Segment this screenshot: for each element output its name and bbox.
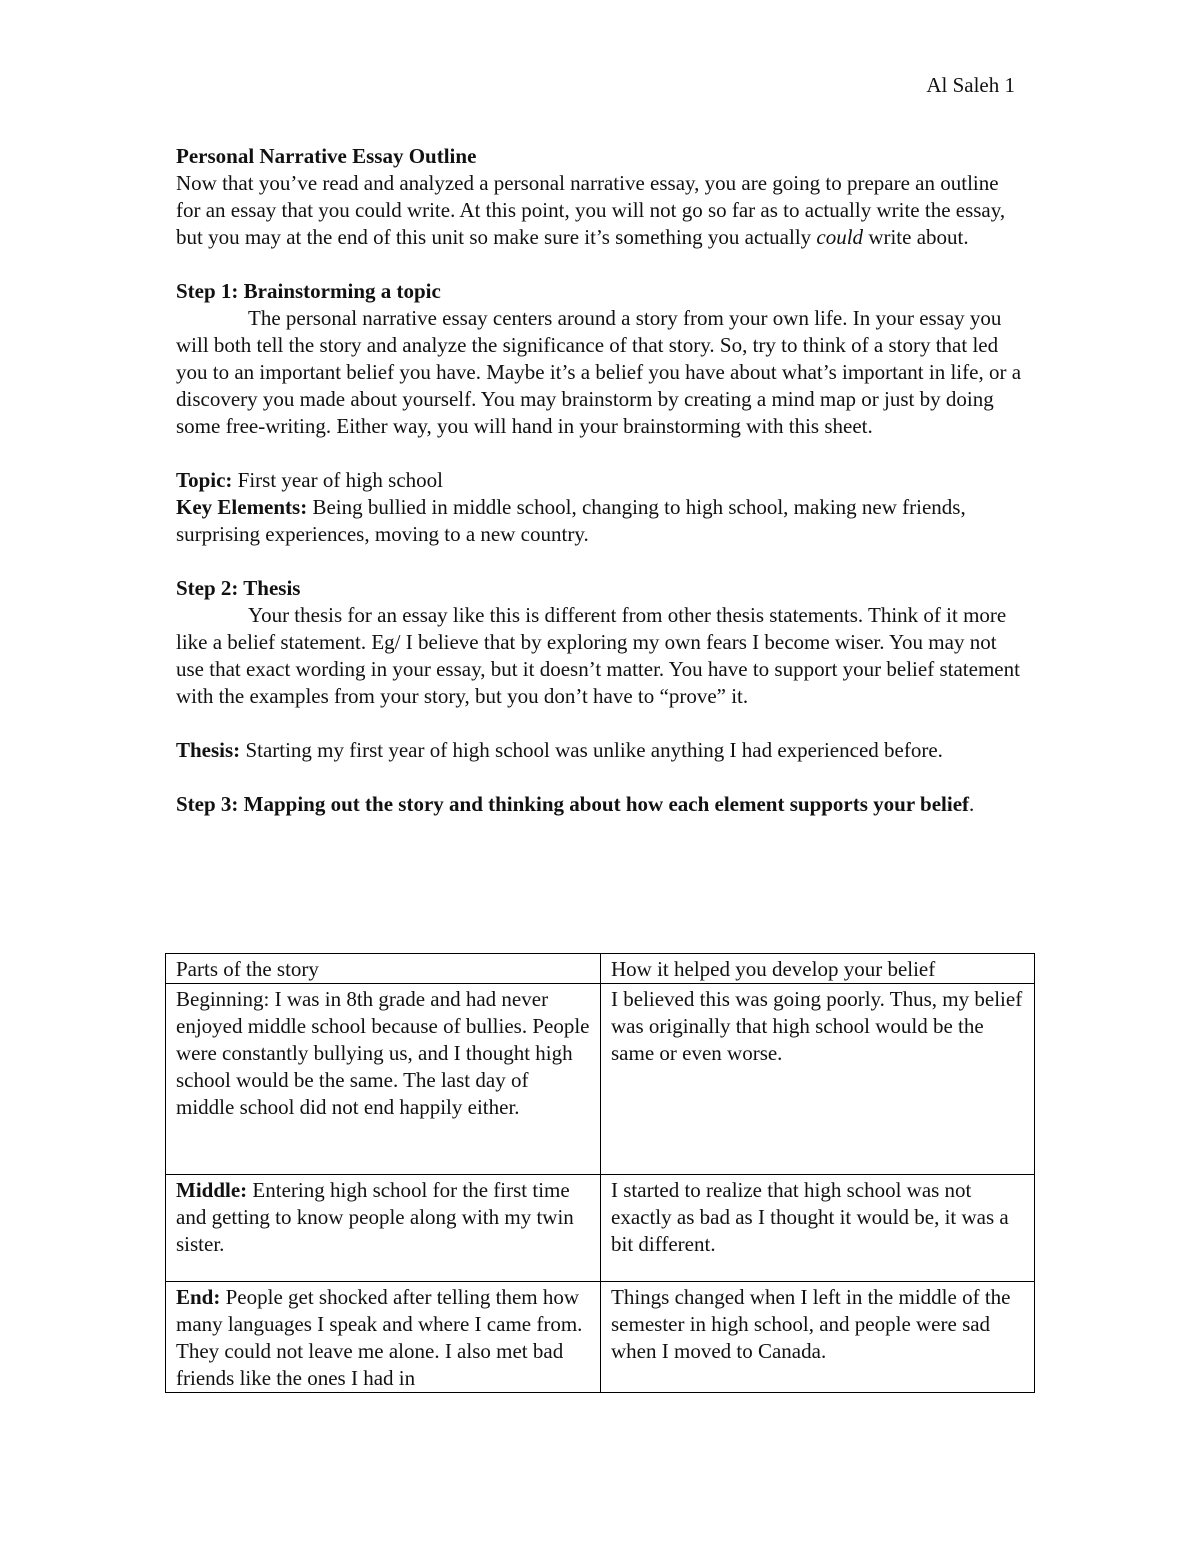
step2-heading: Step 2: Thesis [176, 576, 301, 600]
end-cell [166, 1282, 601, 1393]
col1-header: Parts of the story [166, 954, 601, 984]
document-body [176, 143, 1026, 818]
step2-body: Your thesis for an essay like this is different from other thesis statements. Think of it more like a belief statement. Eg/ I believe that by exploring my own fears I become wiser. You may not use that exact wording in your essay, but it doesn’t matter. You have to support your belief statement with the examples from your story, but you don’t have to “prove” it. [176, 603, 1020, 708]
page-header-number: Al Saleh 1 [926, 73, 1015, 97]
middle-text: Entering high school for the first time and getting to know people along with my twin sister. [176, 1178, 574, 1256]
thesis-value: Starting my first year of high school was unlike anything I had experienced before. [240, 738, 943, 762]
table-row-end [166, 1282, 1035, 1393]
step1-heading: Step 1: Brainstorming a topic [176, 279, 441, 303]
intro-paragraph [176, 170, 1026, 251]
topic-line [176, 467, 1026, 494]
document-title: Personal Narrative Essay Outline [176, 144, 477, 168]
middle-belief: I started to realize that high school was not exactly as bad as I thought it would be, it was a bit different. [601, 1175, 1035, 1282]
end-text: People get shocked after telling them how many languages I speak and where I came from. They could not leave me alone. I also met bad friends like the ones I had in [176, 1285, 583, 1390]
table-row-beginning [166, 984, 1035, 1175]
table-row-middle [166, 1175, 1035, 1282]
key-elements-label: Key Elements: [176, 495, 308, 519]
beginning-belief: I believed this was going poorly. Thus, my belief was originally that high school would be the same or even worse. [601, 984, 1035, 1175]
beginning-text: Beginning: I was in 8th grade and had never enjoyed middle school because of bullies. People were constantly bullying us, and I thought high school would be the same. The last day of middle school did not end happily either. [166, 984, 601, 1175]
col2-header: How it helped you develop your belief [601, 954, 1035, 984]
story-map-table [165, 953, 1035, 1393]
thesis-line [176, 737, 1026, 764]
middle-cell [166, 1175, 601, 1282]
topic-label: Topic: [176, 468, 233, 492]
intro-text-a: Now that you’ve read and analyzed a personal narrative essay, you are going to prepare an outline for an essay that you could write. At this point, you will not go so far as to actually write the essay, but you may at the end of this unit so make sure it’s something you actually [176, 171, 1006, 249]
topic-value: First year of high school [232, 468, 443, 492]
thesis-label: Thesis: [176, 738, 241, 762]
step3-heading-tail: . [969, 792, 975, 816]
step3-heading [176, 791, 1026, 818]
intro-text-b: write about. [863, 225, 969, 249]
intro-italic-word: could [816, 225, 864, 249]
step3-heading-bold: Step 3: Mapping out the story and thinking about how each element supports your belief [176, 792, 970, 816]
middle-label: Middle: [176, 1178, 248, 1202]
step1-body: The personal narrative essay centers around a story from your own life. In your essay you will both tell the story and analyze the significance of that story. So, try to think of a story that led you to an important belief you have. Maybe it’s a belief you have about what’s important in life, or a discovery you made about yourself. You may brainstorm by creating a mind map or just by doing some free-writing. Either way, you will hand in your brainstorming with this sheet. [176, 306, 1022, 438]
key-elements-line [176, 494, 1026, 548]
end-belief: Things changed when I left in the middle of the semester in high school, and people were sad when I moved to Canada. [601, 1282, 1035, 1393]
end-label: End: [176, 1285, 221, 1309]
key-elements-value: Being bullied in middle school, changing to high school, making new friends, surprising experiences, moving to a new country. [176, 495, 966, 546]
table-header-row [166, 954, 1035, 984]
